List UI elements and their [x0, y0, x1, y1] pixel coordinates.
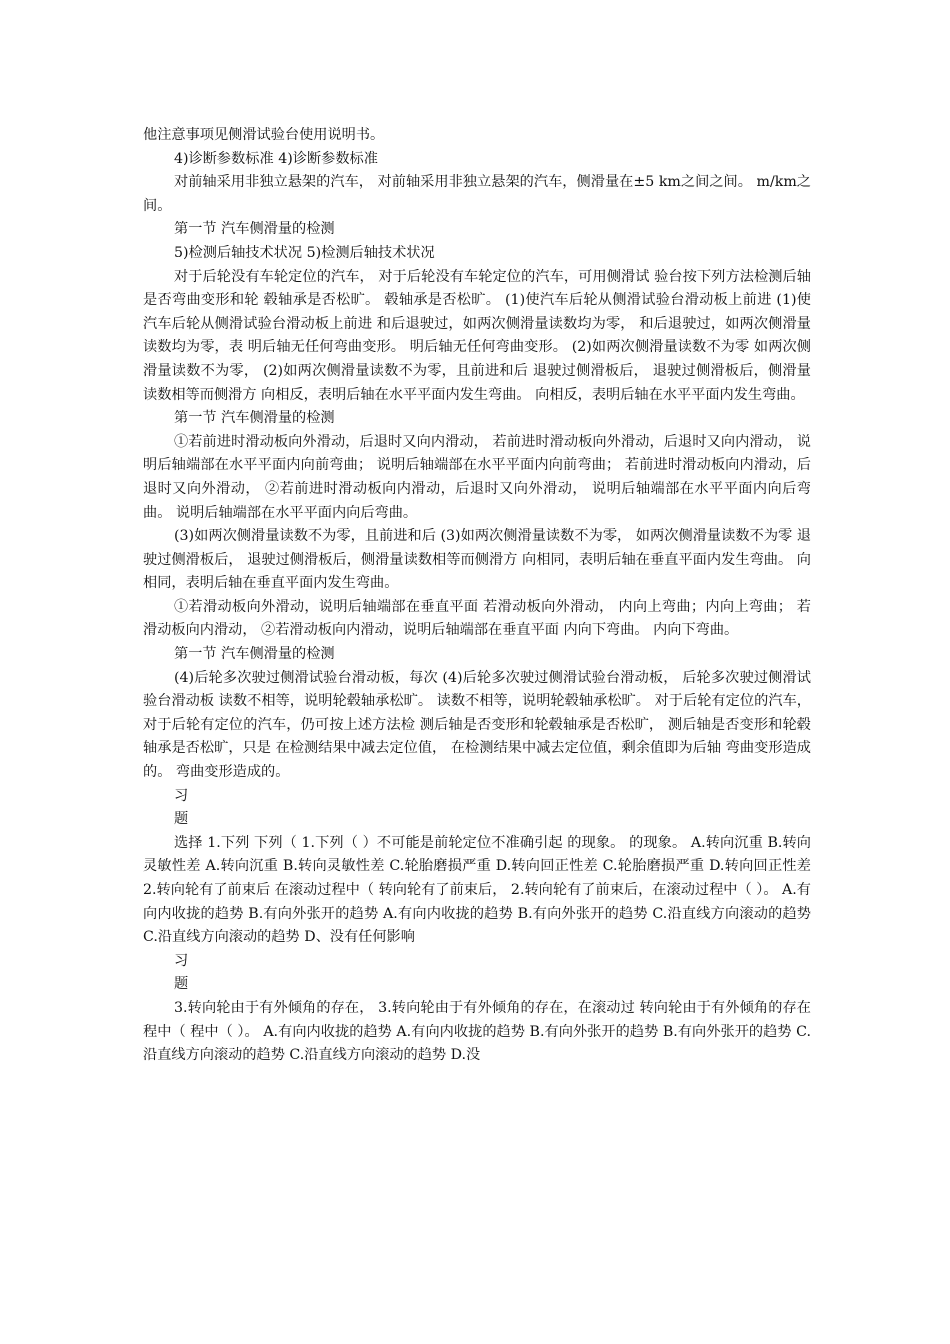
paragraph-4: 5)检测后轴技术状况 5)检测后轴技术状况	[174, 244, 435, 261]
section-heading-2: 第一节 汽车侧滑量的检测	[174, 410, 335, 427]
exercise-questions-1: 选择 1.下列 下列（ 1.下列（ ）不可能是前轮定位不准确引起 的现象。 的现象。 A.转向沉重 B.转向灵敏性差 A.转向沉重 B.转向灵敏性差 C.轮胎磨损严重 D.转向回正性差 C.轮胎磨损严重 D.转向回正性差 2.转向轮有了前束后 在滚动过程中（ 转向轮有了前束后， 2.转向轮有了前束后，在滚动过程中（ ）。 A.有向内收拢的趋势 B.有向外张开的趋势 A.有向内收拢的趋势 B.有向外张开的趋势 C.沿直线方向滚动的趋势 C.沿直线方向滚动的趋势 D、没有任何影响	[143, 834, 811, 946]
paragraph-0: 他注意事项见侧滑试验台使用说明书。	[143, 127, 385, 143]
section-heading-3: 第一节 汽车侧滑量的检测	[174, 646, 335, 663]
exercise-heading-1b: 题	[174, 811, 189, 828]
exercise-heading-2a: 习	[174, 952, 189, 969]
exercise-heading-1a: 习	[174, 787, 189, 804]
paragraph-1: 4)诊断参数标准 4)诊断参数标准	[174, 150, 378, 167]
exercise-questions-2: 3.转向轮由于有外倾角的存在， 3.转向轮由于有外倾角的存在，在滚动过 转向轮由于有外倾角的存在 程中（ 程中（ ）。 A.有向内收拢的趋势 A.有向内收拢的趋势 B.有向外张开的趋势 B.有向外张开的趋势 C.沿直线方向滚动的趋势 C.沿直线方向滚动的趋势 D.没	[143, 999, 811, 1064]
paragraph-7: ①若前进时滑动板向外滑动，后退时又向内滑动， 若前进时滑动板向外滑动，后退时又向内滑动， 说明后轴端部在水平平面内向前弯曲； 说明后轴端部在水平平面内向前弯曲； 若前进时滑动板向内滑动，后退时又向外滑动， ②若前进时滑动板向内滑动，后退时又向外滑动， 说明后轴端部在水平平面内向后弯曲。 说明后轴端部在水平平面内向后弯曲。	[143, 433, 811, 521]
document-body	[143, 124, 811, 1068]
section-heading-1: 第一节 汽车侧滑量的检测	[174, 221, 335, 238]
paragraph-11: (4)后轮多次驶过侧滑试验台滑动板，每次 (4)后轮多次驶过侧滑试验台滑动板， 后轮多次驶过侧滑试验台滑动板 读数不相等，说明轮毂轴承松旷。 读数不相等，说明轮毂轴承松旷。 对于后轮有定位的汽车， 对于后轮有定位的汽车，仍可按上述方法检 测后轴是否变形和轮毂轴承是否松旷， 测后轴是否变形和轮毂轴承是否松旷，只是 在检测结果中减去定位值， 在检测结果中减去定位值，剩余值即为后轴 弯曲变形造成的。 弯曲变形造成的。	[143, 669, 811, 781]
exercise-heading-2b: 题	[174, 976, 189, 993]
paragraph-9: ①若滑动板向外滑动，说明后轴端部在垂直平面 若滑动板向外滑动， 内向上弯曲；内向上弯曲； 若滑动板向内滑动， ②若滑动板向内滑动，说明后轴端部在垂直平面 内向下弯曲。 内向下弯曲。	[143, 598, 811, 639]
paragraph-5: 对于后轮没有车轮定位的汽车， 对于后轮没有车轮定位的汽车，可用侧滑试 验台按下列方法检测后轴是否弯曲变形和轮 毂轴承是否松旷。 毂轴承是否松旷。 (1)使汽车后轮从侧滑试验台滑动板上前进 (1)使汽车后轮从侧滑试验台滑动板上前进 和后退驶过，如两次侧滑量读数均为零， 和后退驶过，如两次侧滑量读数均为零，表 明后轴无任何弯曲变形。 明后轴无任何弯曲变形。 (2)如两次侧滑量读数不为零 如两次侧滑量读数不为零， (2)如两次侧滑量读数不为零，且前进和后 退驶过侧滑板后， 退驶过侧滑板后，侧滑量读数相等而侧滑方 向相反，表明后轴在水平平面内发生弯曲。 向相反，表明后轴在水平平面内发生弯曲。	[143, 268, 811, 403]
paragraph-8: (3)如两次侧滑量读数不为零，且前进和后 (3)如两次侧滑量读数不为零， 如两次侧滑量读数不为零 退驶过侧滑板后， 退驶过侧滑板后，侧滑量读数相等而侧滑方 向相同，表明后轴在垂直平面内发生弯曲。 向相同，表明后轴在垂直平面内发生弯曲。	[143, 528, 811, 592]
paragraph-2: 对前轴采用非独立悬架的汽车， 对前轴采用非独立悬架的汽车，侧滑量在±5 km之间之间。 m/km之间。	[143, 174, 811, 214]
